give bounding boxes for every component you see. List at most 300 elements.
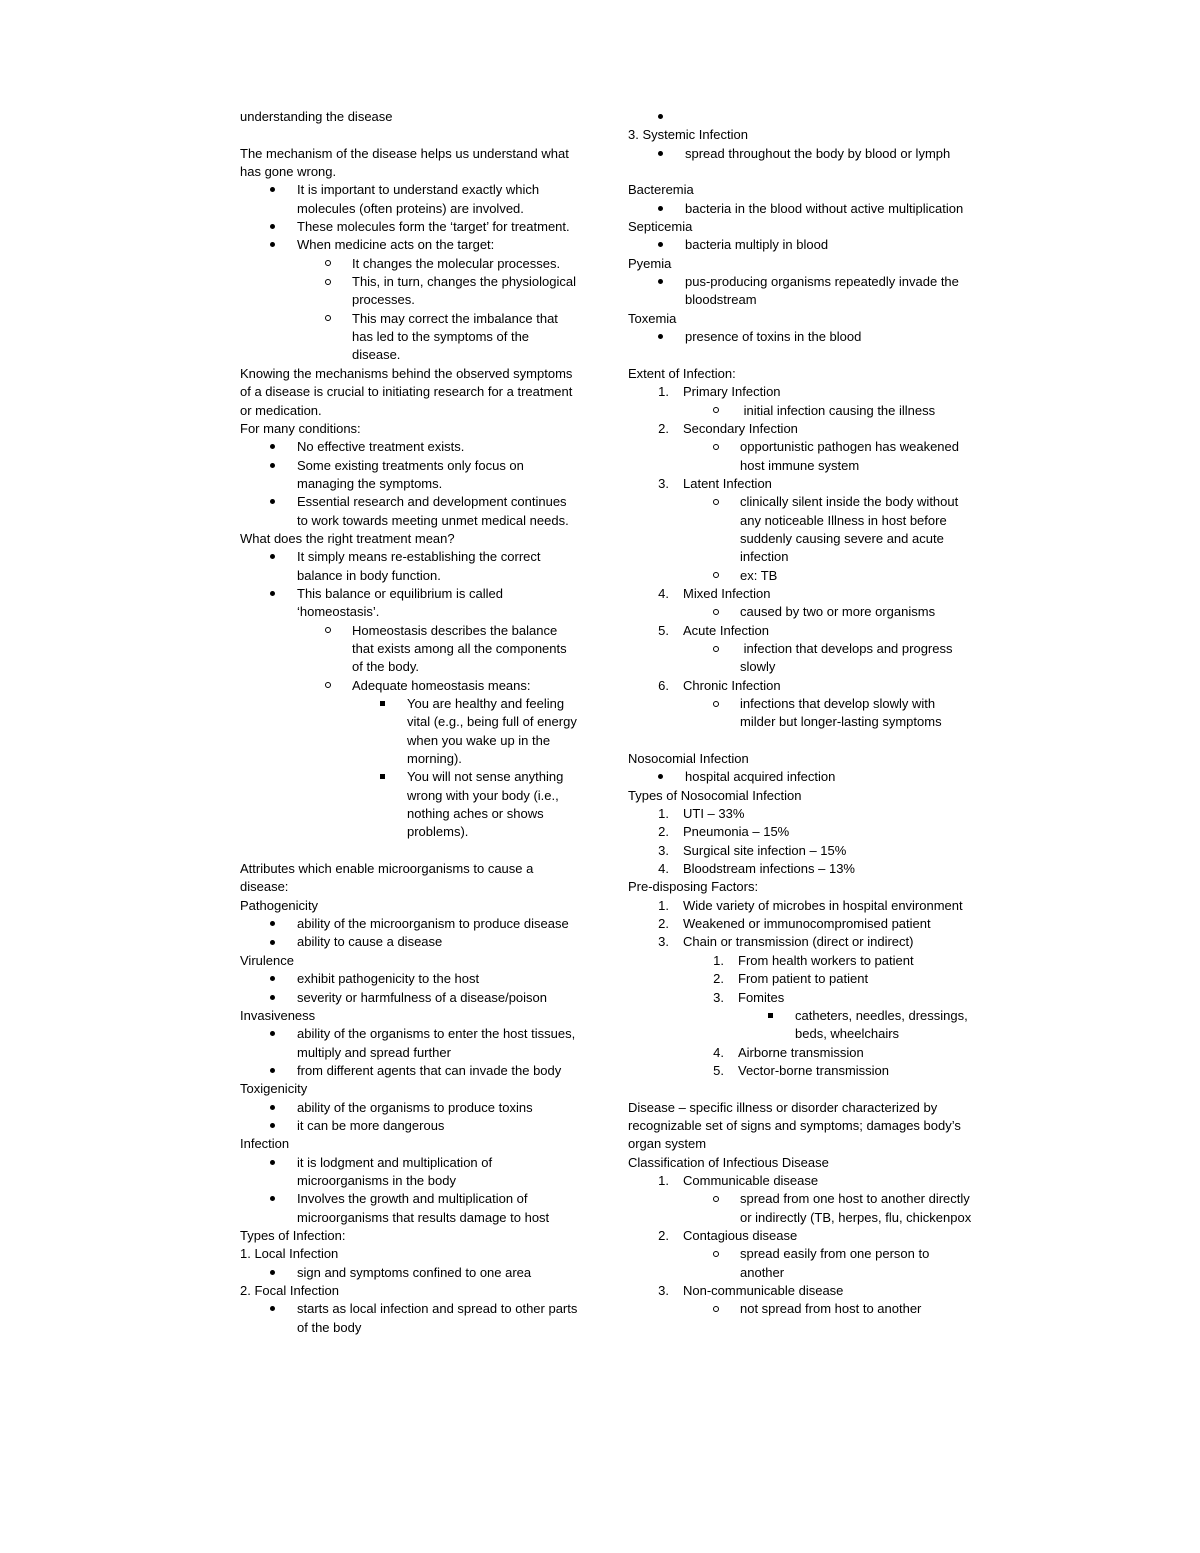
bullet-marker <box>268 1154 297 1191</box>
line-text: What does the right treatment mean? <box>240 530 455 546</box>
line-text: Attributes which enable microorganisms to cause a disease: <box>240 861 537 895</box>
numbered-item <box>628 475 973 493</box>
line-text: UTI – 33% <box>683 806 745 822</box>
numbered-item <box>628 1227 973 1245</box>
line-text: not spread from host to another <box>740 1301 922 1317</box>
bullet-item <box>240 695 580 768</box>
bullet-marker <box>268 1099 297 1117</box>
line-text: catheters, needles, dressings, beds, wheelchairs <box>795 1007 972 1042</box>
bullet-circle-icon <box>713 701 719 707</box>
bullet-dot-icon <box>270 976 275 981</box>
line-text: For many conditions: <box>240 420 361 436</box>
line-text: spread throughout the body by blood or lymph <box>685 145 951 161</box>
line-text: The mechanism of the disease helps us understand what has gone wrong. <box>240 145 573 180</box>
bullet-marker <box>268 438 297 456</box>
bullet-circle-icon <box>325 260 331 266</box>
line-text: bacteria multiply in blood <box>685 237 829 253</box>
line-text: hospital acquired infection <box>685 769 836 785</box>
line-text: Virulence <box>240 952 294 968</box>
list-number: 4. <box>713 1044 724 1060</box>
bullet-circle-icon <box>713 499 719 505</box>
bullet-item <box>628 438 973 475</box>
bullet-dot-icon <box>658 114 663 119</box>
bullet-dot-icon <box>270 1123 275 1128</box>
bullet-item <box>628 567 973 585</box>
bullet-item <box>240 457 580 494</box>
bullet-item <box>240 768 580 841</box>
list-number: 2. <box>658 824 669 840</box>
line-text <box>685 108 973 126</box>
list-number: 1. <box>658 897 669 913</box>
bullet-item <box>240 933 580 951</box>
line-text: Non-communicable disease <box>683 1283 844 1298</box>
line-text: infection that develops and progress slowly <box>740 640 957 675</box>
list-number: 1. <box>713 952 724 968</box>
bullet-dot-icon <box>270 224 275 229</box>
bullet-dot-icon <box>270 591 275 596</box>
bullet-marker <box>268 1190 297 1227</box>
line-text: ability of the microorganism to produce disease <box>297 916 569 932</box>
bullet-circle-icon <box>325 315 331 321</box>
line-text: Airborne transmission <box>738 1044 864 1060</box>
bullet-marker <box>323 273 352 310</box>
line-text: Some existing treatments only focus on managing the symptoms. <box>297 457 528 491</box>
bullet-marker <box>656 108 685 126</box>
line-text: This balance or equilibrium is called ‘homeostasis’. <box>297 585 507 620</box>
line-text: ex: TB <box>740 567 778 583</box>
paragraph-line <box>628 126 973 144</box>
bullet-dot-icon <box>658 279 663 284</box>
bullet-marker <box>711 402 740 420</box>
line-text: Knowing the mechanisms behind the observed symptoms of a disease is crucial to initiating research for a treatment or medication. <box>240 365 577 418</box>
paragraph-line <box>628 1099 973 1154</box>
bullet-dot-icon <box>270 463 275 468</box>
line-text: From patient to patient <box>738 971 869 987</box>
line-text: Pyemia <box>628 255 672 271</box>
list-number: 5. <box>658 622 669 638</box>
bullet-item <box>628 328 973 346</box>
bullet-circle-icon <box>713 1306 719 1312</box>
bullet-marker <box>378 695 407 768</box>
bullet-dot-icon <box>658 334 663 339</box>
bullet-circle-icon <box>325 279 331 285</box>
bullet-circle-icon <box>713 407 719 413</box>
bullet-marker <box>268 970 297 988</box>
bullet-marker <box>268 585 297 622</box>
bullet-marker <box>656 200 685 218</box>
bullet-item <box>628 603 973 621</box>
line-text: starts as local infection and spread to other parts of the body <box>297 1301 582 1335</box>
line-text: It changes the molecular processes. <box>352 255 561 271</box>
line-text: Weakened or immunocompromised patient <box>683 916 931 932</box>
line-text: infections that develop slowly with milder but longer-lasting symptoms <box>740 696 942 730</box>
numbered-item <box>628 970 973 988</box>
bullet-dot-icon <box>270 1105 275 1110</box>
bullet-item <box>240 493 580 530</box>
bullet-item <box>628 695 973 732</box>
line-text: from different agents that can invade the body <box>297 1062 562 1078</box>
bullet-item <box>628 1245 973 1282</box>
line-text: Essential research and development continues to work towards meeting unmet medical needs. <box>297 494 571 528</box>
bullet-item <box>240 989 580 1007</box>
paragraph-line <box>240 860 580 897</box>
line-text: Infection <box>240 1136 290 1152</box>
bullet-item <box>240 181 580 218</box>
line-text: Vector-borne transmission <box>738 1062 890 1078</box>
bullet-circle-icon <box>713 1196 719 1202</box>
line-text: Bloodstream infections – 13% <box>683 861 855 877</box>
bullet-marker <box>711 603 740 621</box>
list-number: 2. <box>658 420 669 436</box>
list-number: 3. <box>658 475 669 491</box>
bullet-dot-icon <box>270 499 275 504</box>
list-number: 3. <box>658 934 669 950</box>
line-text: Communicable disease <box>683 1172 819 1188</box>
bullet-item <box>240 218 580 236</box>
paragraph-line <box>628 310 973 328</box>
line-text: 2. Focal Infection <box>240 1283 339 1298</box>
bullet-circle-icon <box>325 627 331 633</box>
line-text: Extent of Infection: <box>628 365 736 381</box>
bullet-dot-icon <box>270 1306 275 1311</box>
list-number: 1. <box>658 1172 669 1188</box>
bullet-dot-icon <box>658 774 663 779</box>
paragraph-line <box>240 952 580 970</box>
line-text: From health workers to patient <box>738 952 914 968</box>
list-number: 3. <box>658 842 669 858</box>
line-text: Surgical site infection – 15% <box>683 842 847 858</box>
bullet-marker <box>656 273 685 310</box>
bullet-item <box>240 255 580 273</box>
line-text: Nosocomial Infection <box>628 751 749 767</box>
paragraph-line <box>628 218 973 236</box>
bullet-item <box>240 1300 580 1337</box>
line-text: Pneumonia – 15% <box>683 824 790 840</box>
list-number: 5. <box>713 1062 724 1078</box>
bullet-marker <box>268 1117 297 1135</box>
bullet-marker <box>268 933 297 951</box>
bullet-dot-icon <box>270 921 275 926</box>
bullet-item <box>240 585 580 622</box>
bullet-dot-icon <box>270 1270 275 1275</box>
line-text: ability of the organisms to produce toxins <box>297 1099 533 1115</box>
line-text: Pathogenicity <box>240 897 319 913</box>
bullet-marker <box>268 1300 297 1337</box>
bullet-item <box>240 1264 580 1282</box>
bullet-item <box>628 1007 973 1044</box>
bullet-item <box>628 640 973 677</box>
line-text: spread easily from one person to another <box>740 1246 933 1280</box>
line-text: initial infection causing the illness <box>740 402 936 418</box>
list-number: 1. <box>658 384 669 400</box>
numbered-item <box>628 933 973 951</box>
bullet-item <box>628 236 973 254</box>
bullet-marker <box>268 493 297 530</box>
numbered-item <box>628 1172 973 1190</box>
bullet-marker <box>656 145 685 163</box>
numbered-item <box>628 1282 973 1300</box>
bullet-square-icon <box>380 774 385 779</box>
bullet-dot-icon <box>270 1031 275 1036</box>
line-text: Bacteremia <box>628 182 694 198</box>
list-number: 6. <box>658 677 669 693</box>
line-text: severity or harmfulness of a disease/poison <box>297 989 548 1005</box>
line-text: Invasiveness <box>240 1007 316 1023</box>
bullet-marker <box>711 438 740 475</box>
line-text: it is lodgment and multiplication of microorganisms in the body <box>297 1154 496 1188</box>
line-text: You are healthy and feeling vital (e.g., being full of energy when you wake up in the morning). <box>407 696 581 767</box>
line-text: Mixed Infection <box>683 585 771 601</box>
bullet-item <box>240 1190 580 1227</box>
numbered-item <box>628 677 973 695</box>
line-text: sign and symptoms confined to one area <box>297 1264 532 1280</box>
line-text: pus-producing organisms repeatedly invade the bloodstream <box>685 274 963 308</box>
right-column <box>628 108 973 1319</box>
numbered-item <box>628 622 973 640</box>
bullet-item <box>240 677 580 695</box>
bullet-marker <box>268 1025 297 1062</box>
bullet-marker <box>711 1190 740 1227</box>
bullet-dot-icon <box>270 444 275 449</box>
bullet-dot-icon <box>270 1068 275 1073</box>
bullet-marker <box>268 1264 297 1282</box>
line-text: Types of Infection: <box>240 1227 346 1243</box>
bullet-marker <box>323 255 352 273</box>
paragraph-line <box>240 1007 580 1025</box>
list-number: 4. <box>658 585 669 601</box>
bullet-marker <box>378 768 407 841</box>
bullet-marker <box>268 218 297 236</box>
blank-line <box>628 163 973 181</box>
bullet-marker <box>268 181 297 218</box>
bullet-circle-icon <box>713 646 719 652</box>
line-text: 1. Local Infection <box>240 1246 339 1262</box>
paragraph-line <box>240 1282 580 1300</box>
bullet-circle-icon <box>713 572 719 578</box>
line-text: Secondary Infection <box>683 420 798 436</box>
blank-line <box>240 126 580 144</box>
left-column <box>240 108 580 1337</box>
numbered-item <box>628 989 973 1007</box>
bullet-item <box>628 200 973 218</box>
line-text: exhibit pathogenicity to the host <box>297 971 480 987</box>
paragraph-line <box>628 787 973 805</box>
bullet-marker <box>711 695 740 732</box>
paragraph-line <box>628 255 973 273</box>
line-text: understanding the disease <box>240 109 393 124</box>
numbered-item <box>628 823 973 841</box>
line-text: Wide variety of microbes in hospital environment <box>683 897 963 913</box>
line-text: ability of the organisms to enter the host tissues, multiply and spread further <box>297 1026 579 1060</box>
line-text: Homeostasis describes the balance that exists among all the components of the body. <box>352 622 571 675</box>
bullet-dot-icon <box>270 1196 275 1201</box>
bullet-circle-icon <box>713 1251 719 1257</box>
line-text: Types of Nosocomial Infection <box>628 787 802 803</box>
bullet-marker <box>656 328 685 346</box>
line-text: Adequate homeostasis means: <box>352 677 531 693</box>
blank-line <box>628 346 973 364</box>
bullet-marker <box>711 1245 740 1282</box>
line-text: bacteria in the blood without active multiplication <box>685 200 964 216</box>
bullet-marker <box>268 1062 297 1080</box>
numbered-item <box>628 420 973 438</box>
line-text: ability to cause a disease <box>297 934 443 950</box>
paragraph-line <box>628 181 973 199</box>
bullet-marker <box>711 640 740 677</box>
bullet-item <box>628 768 973 786</box>
line-text: Chronic Infection <box>683 677 781 693</box>
bullet-item <box>240 1154 580 1191</box>
bullet-circle-icon <box>713 444 719 450</box>
bullet-item <box>240 310 580 365</box>
line-text: opportunistic pathogen has weakened host immune system <box>740 439 963 473</box>
line-text: Toxigenicity <box>240 1081 308 1097</box>
bullet-item <box>240 1117 580 1135</box>
bullet-item <box>240 1062 580 1080</box>
line-text: spread from one host to another directly or indirectly (TB, herpes, flu, chickenpox <box>740 1191 974 1225</box>
paragraph-line <box>628 365 973 383</box>
bullet-item <box>240 1099 580 1117</box>
bullet-item <box>240 1025 580 1062</box>
bullet-marker <box>268 548 297 585</box>
bullet-marker <box>766 1007 795 1044</box>
numbered-item <box>628 585 973 603</box>
paragraph-line <box>240 897 580 915</box>
paragraph-line <box>240 365 580 420</box>
line-text: No effective treatment exists. <box>297 439 465 455</box>
numbered-item <box>628 915 973 933</box>
bullet-marker <box>711 1300 740 1318</box>
paragraph-line <box>240 1080 580 1098</box>
line-text: Involves the growth and multiplication of microorganisms that results damage to host <box>297 1191 550 1225</box>
line-text: You will not sense anything wrong with your body (i.e., nothing aches or shows problems). <box>407 769 567 840</box>
bullet-circle-icon <box>713 609 719 615</box>
line-text: Latent Infection <box>683 475 772 491</box>
paragraph-line <box>240 145 580 182</box>
line-text: When medicine acts on the target: <box>297 237 495 253</box>
bullet-square-icon <box>768 1013 773 1018</box>
numbered-item <box>628 1062 973 1080</box>
bullet-dot-icon <box>270 554 275 559</box>
paragraph-line <box>628 878 973 896</box>
bullet-marker <box>711 493 740 566</box>
bullet-item <box>240 548 580 585</box>
bullet-item <box>628 1300 973 1318</box>
bullet-item <box>240 273 580 310</box>
line-text: presence of toxins in the blood <box>685 329 862 345</box>
list-number: 3. <box>658 1283 669 1298</box>
line-text: Acute Infection <box>683 622 769 638</box>
bullet-dot-icon <box>270 1160 275 1165</box>
bullet-item <box>628 145 973 163</box>
bullet-item <box>240 915 580 933</box>
bullet-square-icon <box>380 701 385 706</box>
line-text: Disease – specific illness or disorder characterized by recognizable set of signs and symptoms; damages body’s organ system <box>628 1099 965 1152</box>
list-number: 2. <box>658 1227 669 1243</box>
numbered-item <box>628 1044 973 1062</box>
paragraph-line <box>240 530 580 548</box>
bullet-marker <box>268 915 297 933</box>
bullet-marker <box>656 768 685 786</box>
paragraph-line <box>240 420 580 438</box>
bullet-dot-icon <box>658 206 663 211</box>
line-text: This may correct the imbalance that has led to the symptoms of the disease. <box>352 310 562 363</box>
bullet-item <box>240 438 580 456</box>
paragraph-line <box>240 1135 580 1153</box>
blank-line <box>628 732 973 750</box>
line-text: These molecules form the ‘target’ for treatment. <box>297 219 570 235</box>
line-text: Chain or transmission (direct or indirect) <box>683 934 914 950</box>
numbered-item <box>628 897 973 915</box>
line-text: Primary Infection <box>683 384 781 400</box>
line-text: Classification of Infectious Disease <box>628 1154 829 1170</box>
bullet-marker <box>323 677 352 695</box>
list-number: 2. <box>658 916 669 932</box>
bullet-marker <box>323 310 352 365</box>
paragraph-line <box>240 1245 580 1263</box>
line-text: clinically silent inside the body without any noticeable Illness in host before suddenly causing severe and acute infection <box>740 494 962 565</box>
bullet-circle-icon <box>325 682 331 688</box>
blank-line <box>628 1080 973 1098</box>
paragraph-line <box>240 1227 580 1245</box>
line-text: Contagious disease <box>683 1227 798 1243</box>
line-text: This, in turn, changes the physiological processes. <box>352 274 580 308</box>
list-number: 4. <box>658 861 669 877</box>
numbered-item <box>628 952 973 970</box>
list-number: 3. <box>713 989 724 1005</box>
blank-line <box>240 842 580 860</box>
numbered-item <box>628 842 973 860</box>
paragraph-line <box>240 108 580 126</box>
line-text: It simply means re-establishing the correct balance in body function. <box>297 549 545 583</box>
line-text: Toxemia <box>628 310 677 326</box>
numbered-item <box>628 860 973 878</box>
line-text: Fomites <box>738 989 785 1005</box>
line-text: Pre-disposing Factors: <box>628 879 759 895</box>
bullet-dot-icon <box>270 187 275 192</box>
bullet-dot-icon <box>270 940 275 945</box>
bullet-item <box>628 273 973 310</box>
line-text: It is important to understand exactly which molecules (often proteins) are involved. <box>297 182 543 216</box>
bullet-item <box>240 622 580 677</box>
line-text: caused by two or more organisms <box>740 604 936 620</box>
numbered-item <box>628 383 973 401</box>
line-text: it can be more dangerous <box>297 1117 445 1133</box>
bullet-marker <box>268 989 297 1007</box>
bullet-item <box>628 402 973 420</box>
list-number: 2. <box>713 971 724 987</box>
numbered-item <box>628 805 973 823</box>
bullet-marker <box>711 567 740 585</box>
line-text: Septicemia <box>628 219 693 235</box>
bullet-item <box>240 236 580 254</box>
bullet-item <box>240 970 580 988</box>
bullet-dot-icon <box>658 151 663 156</box>
bullet-dot-icon <box>270 242 275 247</box>
bullet-marker <box>323 622 352 677</box>
paragraph-line <box>628 1154 973 1172</box>
bullet-marker <box>268 457 297 494</box>
bullet-marker <box>268 236 297 254</box>
bullet-item <box>628 1190 973 1227</box>
line-text: 3. Systemic Infection <box>628 127 748 143</box>
list-number: 1. <box>658 806 669 822</box>
bullet-item <box>628 493 973 566</box>
bullet-marker <box>656 236 685 254</box>
bullet-item <box>628 108 973 126</box>
bullet-dot-icon <box>658 242 663 247</box>
paragraph-line <box>628 750 973 768</box>
